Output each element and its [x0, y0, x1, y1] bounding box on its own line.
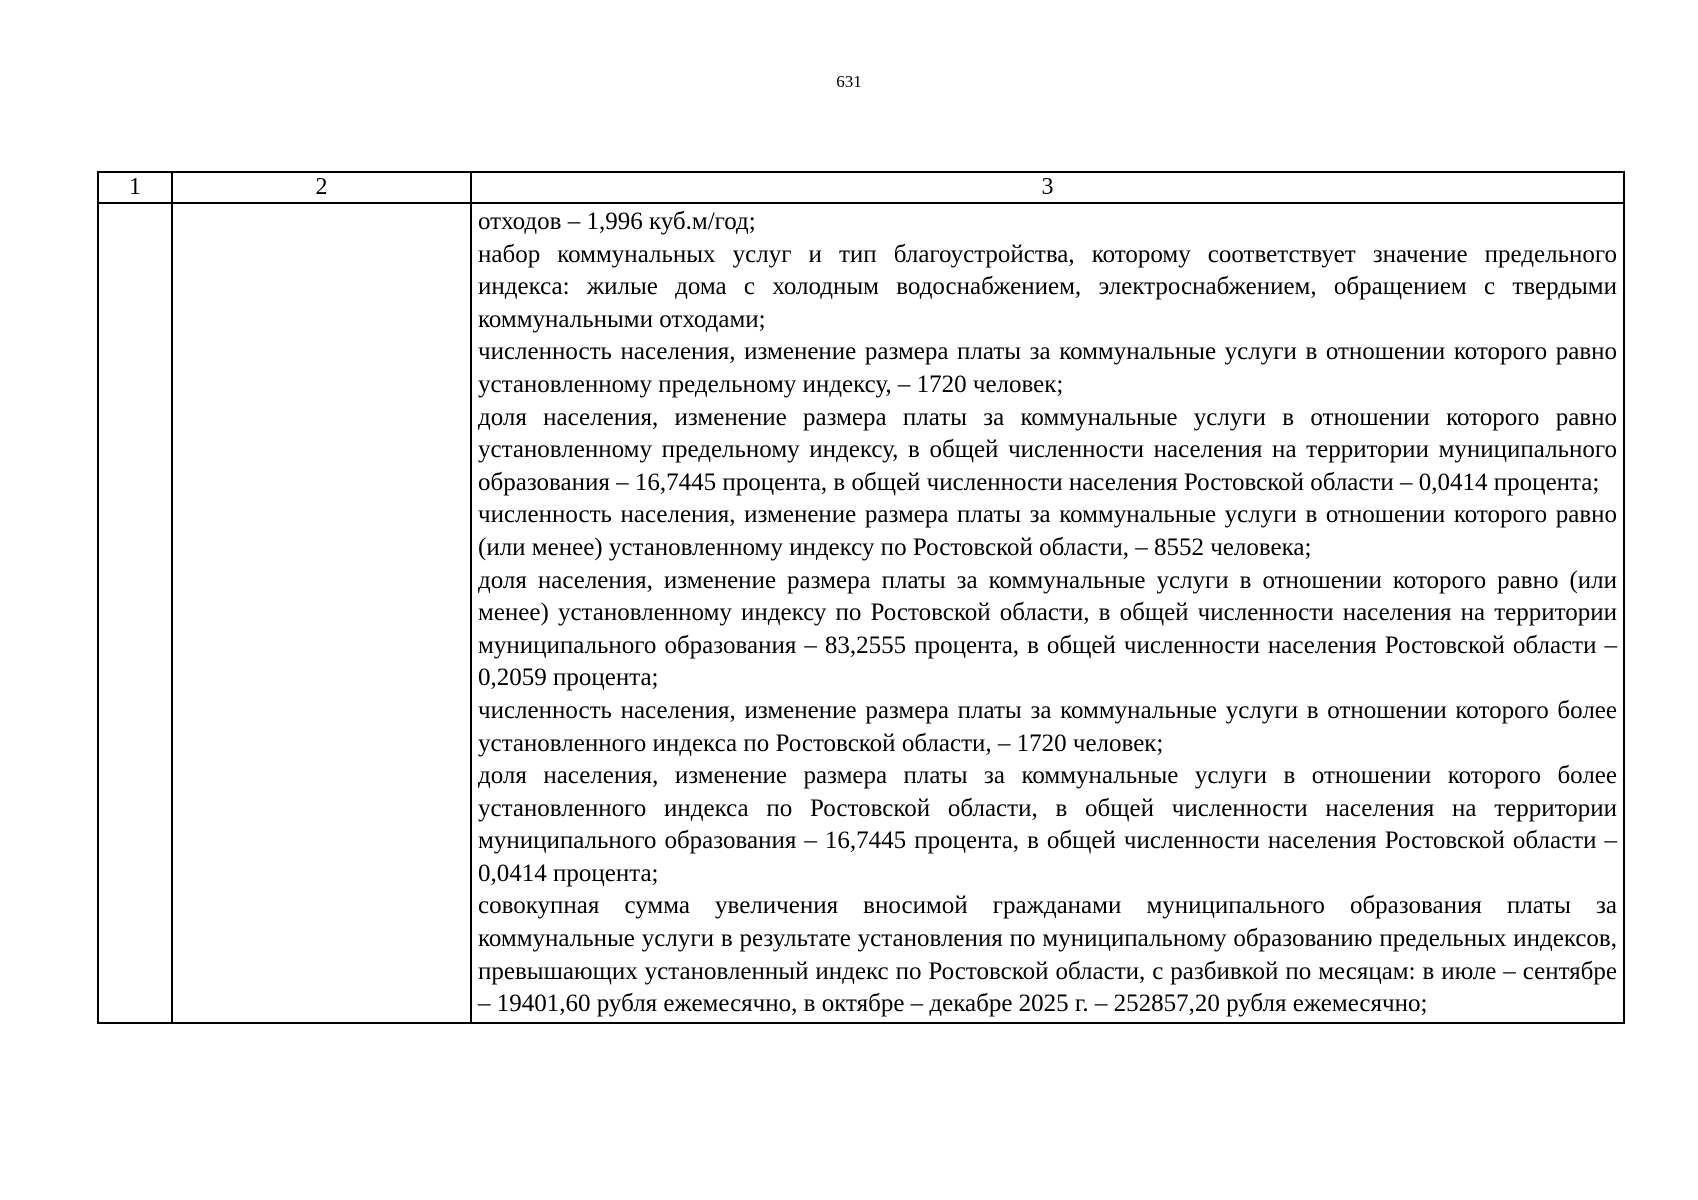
- cell-col1: [98, 203, 172, 1023]
- paragraph-share-equal-limit: доля населения, изменение размера платы за коммунальные услуги в отношении которого равно установленному предельному индексу, в общей численности населения на территории муниципального образования – 16,7445 процента, в общей численности населения Ростовской области – 0,0414 процента;: [478, 403, 1617, 496]
- table-row: [98, 203, 1624, 1023]
- paragraph-population-equal-limit: численность населения, изменение размера платы за коммунальные услуги в отношении которого равно установленному предельному индексу, – 1720 человек;: [478, 338, 1617, 398]
- paragraph-waste-volume: отходов – 1,996 куб.м/год;: [478, 208, 756, 235]
- page-number: 631: [836, 72, 862, 91]
- paragraph-population-above: численность населения, изменение размера платы за коммунальные услуги в отношении которого более установленного индекса по Ростовской области, – 1720 человек;: [478, 696, 1617, 757]
- column-header-3: 3: [471, 172, 1624, 203]
- paragraph-population-equal-or-less: численность населения, изменение размера платы за коммунальные услуги в отношении которого равно (или менее) установленному индексу по Ростовской области, – 8552 человека;: [478, 501, 1617, 561]
- column-header-2: 2: [172, 172, 471, 203]
- column-header-1: 1: [98, 172, 172, 203]
- cell-col3: [471, 203, 1624, 1023]
- cell-col2: [172, 203, 471, 1023]
- paragraph-share-equal-or-less: доля населения, изменение размера платы за коммунальные услуги в отношении которого равно (или менее) установленному индексу по Ростовской области, в общей численности населения на территории муниципального образования – 83,2555 процента, в общей численности населения Ростовской области – 0,2059 процента;: [478, 566, 1617, 692]
- document-table: [97, 171, 1625, 1024]
- paragraph-share-above: доля населения, изменение размера платы за коммунальные услуги в отношении которого более установленного индекса по Ростовской области, в общей численности населения на территории муниципального образования – 16,7445 процента, в общей численности населения Ростовской области – 0,0414 процента;: [478, 762, 1617, 887]
- paragraph-total-increase: совокупная сумма увеличения вносимой гражданами муниципального образования платы за коммунальные услуги в результате установления по муниципальному образованию предельных индексов, превышающих установленный индекс по Ростовской области, с разбивкой по месяцам: в июле – сентябре – 19401,60 рубля ежемесячно, в октябре – декабре 2025 г. – 252857,20 рубля ежемесячно;: [478, 892, 1617, 1018]
- paragraph-utility-set: набор коммунальных услуг и тип благоустройства, которому соответствует значение предельного индекса: жилые дома с холодным водоснабжением, электроснабжением, обращением с твердыми коммунальными отходами;: [478, 240, 1617, 333]
- table-header-row: [98, 172, 1624, 203]
